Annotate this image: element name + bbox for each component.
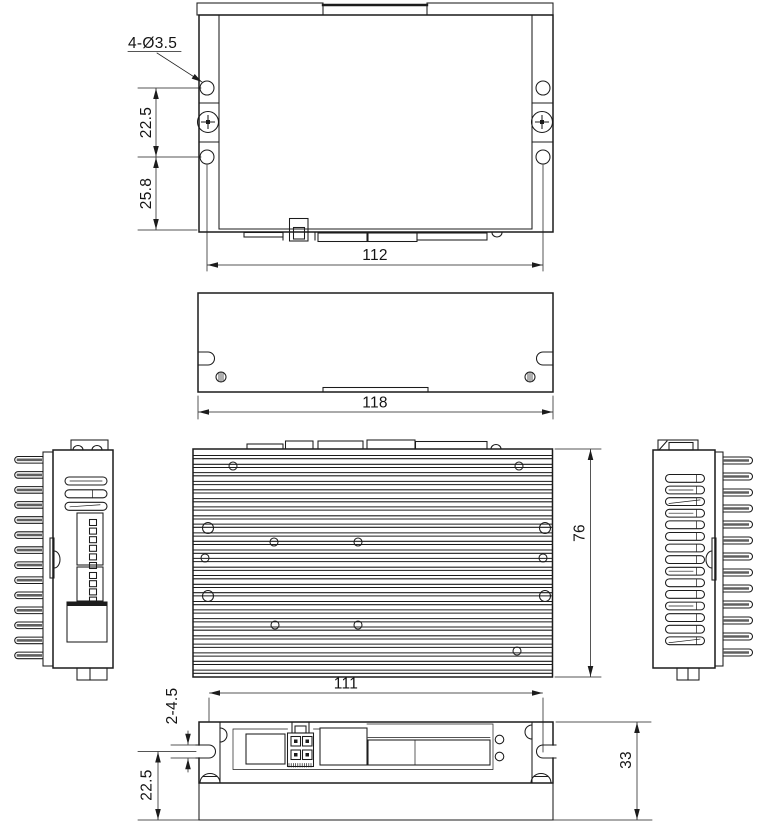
dim-2-4-5: 2-4.5	[164, 687, 181, 725]
panel-contour	[233, 724, 493, 770]
round-bump	[492, 233, 502, 238]
pin-contact	[306, 740, 310, 744]
vent-slot	[666, 614, 705, 622]
connector-outline	[244, 233, 283, 238]
top-cover-tab-left	[197, 3, 323, 15]
side-notches	[198, 352, 553, 365]
top-tab-inner	[669, 443, 693, 451]
top-view-connector-protrusions	[244, 219, 502, 242]
mount-hole-bottom-left	[200, 150, 214, 164]
vent-slot	[65, 490, 107, 498]
flange-divider-lines	[199, 103, 553, 142]
dim-hole-callout-text: 4-Ø3.5	[128, 35, 178, 52]
side-clip-bump	[706, 551, 712, 568]
front-lower-section	[199, 783, 553, 820]
dim-111: 111	[333, 675, 359, 693]
right-side-view	[653, 440, 753, 680]
pin	[90, 581, 97, 587]
screw-center	[206, 120, 210, 124]
connector-outline	[286, 441, 314, 449]
dim-22-5-top: 22.5	[138, 106, 155, 139]
pin	[90, 545, 97, 551]
power-pins	[289, 737, 312, 768]
pin	[90, 589, 97, 595]
left-pins	[90, 520, 97, 604]
vent-slot	[666, 533, 705, 541]
dim-33: 33	[618, 751, 635, 769]
dim-118: 118	[362, 394, 388, 412]
top-view-body-outline	[199, 15, 553, 232]
connector-outline	[416, 442, 488, 450]
top-tab	[71, 440, 108, 450]
top-view-dimensions	[128, 35, 543, 271]
plan-view	[193, 440, 601, 677]
side-clip-bump	[54, 551, 60, 568]
screw-center	[540, 120, 544, 124]
heatsink-base-plate	[43, 452, 53, 666]
back-view-outline	[198, 293, 553, 392]
plan-connector-protrusions	[247, 440, 501, 449]
pin	[90, 554, 97, 560]
slot-detail	[669, 639, 700, 643]
vent-slot	[666, 591, 705, 599]
dim-112: 112	[362, 247, 388, 264]
left-fins	[15, 457, 43, 659]
screw-right	[532, 112, 553, 133]
top-tab-diagonal	[659, 441, 667, 450]
connector-outline	[417, 233, 487, 240]
left-view-body	[53, 450, 113, 668]
dim-25-8: 25.8	[138, 177, 155, 210]
plan-view-dimensions	[555, 449, 601, 677]
screw-hatch-right	[528, 373, 532, 382]
led-indicator-1	[495, 735, 504, 744]
top-view-inner-outline	[219, 15, 532, 229]
vent-slot	[666, 521, 705, 529]
pin-contact	[294, 753, 298, 757]
heatsink-hole	[229, 462, 237, 470]
panel-connector-mid	[320, 728, 367, 765]
front-view	[138, 676, 652, 821]
right-slots	[666, 475, 705, 645]
top-cover-tab-right	[427, 3, 553, 15]
mount-hole-bottom-right	[536, 150, 550, 164]
led-indicator-2	[495, 752, 504, 761]
heatsink-hole	[513, 647, 521, 655]
plan-view-outline	[193, 449, 553, 677]
mount-hole-top-right	[536, 81, 550, 95]
connector-outline	[318, 441, 363, 449]
right-fins	[723, 457, 753, 656]
mount-hole-top-left	[200, 81, 214, 95]
vent-slot	[666, 556, 705, 564]
pin	[90, 528, 97, 534]
heatsink-hole	[515, 462, 523, 470]
vent-slot	[65, 502, 107, 510]
screw-dome-icons	[200, 774, 551, 784]
power-connector-tab	[290, 219, 309, 242]
vent-slot	[666, 475, 705, 483]
panel-connector-left	[246, 734, 285, 764]
dim-76: 76	[571, 524, 589, 542]
pin	[90, 537, 97, 543]
pin	[90, 573, 97, 579]
back-view	[198, 293, 553, 419]
slot-detail	[669, 500, 700, 504]
connector-outline	[368, 233, 417, 242]
panel-connector-right	[368, 740, 490, 765]
keyhole-slots	[196, 745, 556, 758]
pin	[90, 520, 97, 526]
slot-edge-mask	[552, 746, 555, 758]
screw-left	[198, 112, 219, 133]
dim-22-5-front: 22.5	[138, 769, 156, 801]
power-connector-block-top	[67, 602, 107, 606]
power-connector-latch-inner	[295, 726, 306, 733]
bottom-tab	[77, 668, 107, 680]
vent-slot	[666, 625, 705, 633]
dim-extension-lines-76	[555, 449, 601, 677]
power-connector-block	[67, 602, 107, 642]
screw-hatch-left	[219, 373, 223, 382]
vent-slot	[666, 579, 705, 587]
panel-connector-right-details	[368, 738, 490, 766]
left-side-view	[15, 440, 113, 680]
vent-slots-left	[65, 477, 107, 510]
vent-slot	[666, 544, 705, 552]
dim-leader-arrow	[157, 53, 202, 82]
connector-outline	[367, 440, 415, 449]
slot-edge-mask	[198, 746, 201, 758]
pin-contact	[306, 753, 310, 757]
top-view	[128, 3, 553, 271]
plan-fins	[194, 456, 552, 674]
back-view-dimensions	[198, 395, 553, 420]
pin-contact	[294, 740, 298, 744]
front-view-dimensions	[138, 676, 652, 821]
front-flange-lines	[220, 722, 532, 783]
connector-outline	[318, 233, 367, 242]
